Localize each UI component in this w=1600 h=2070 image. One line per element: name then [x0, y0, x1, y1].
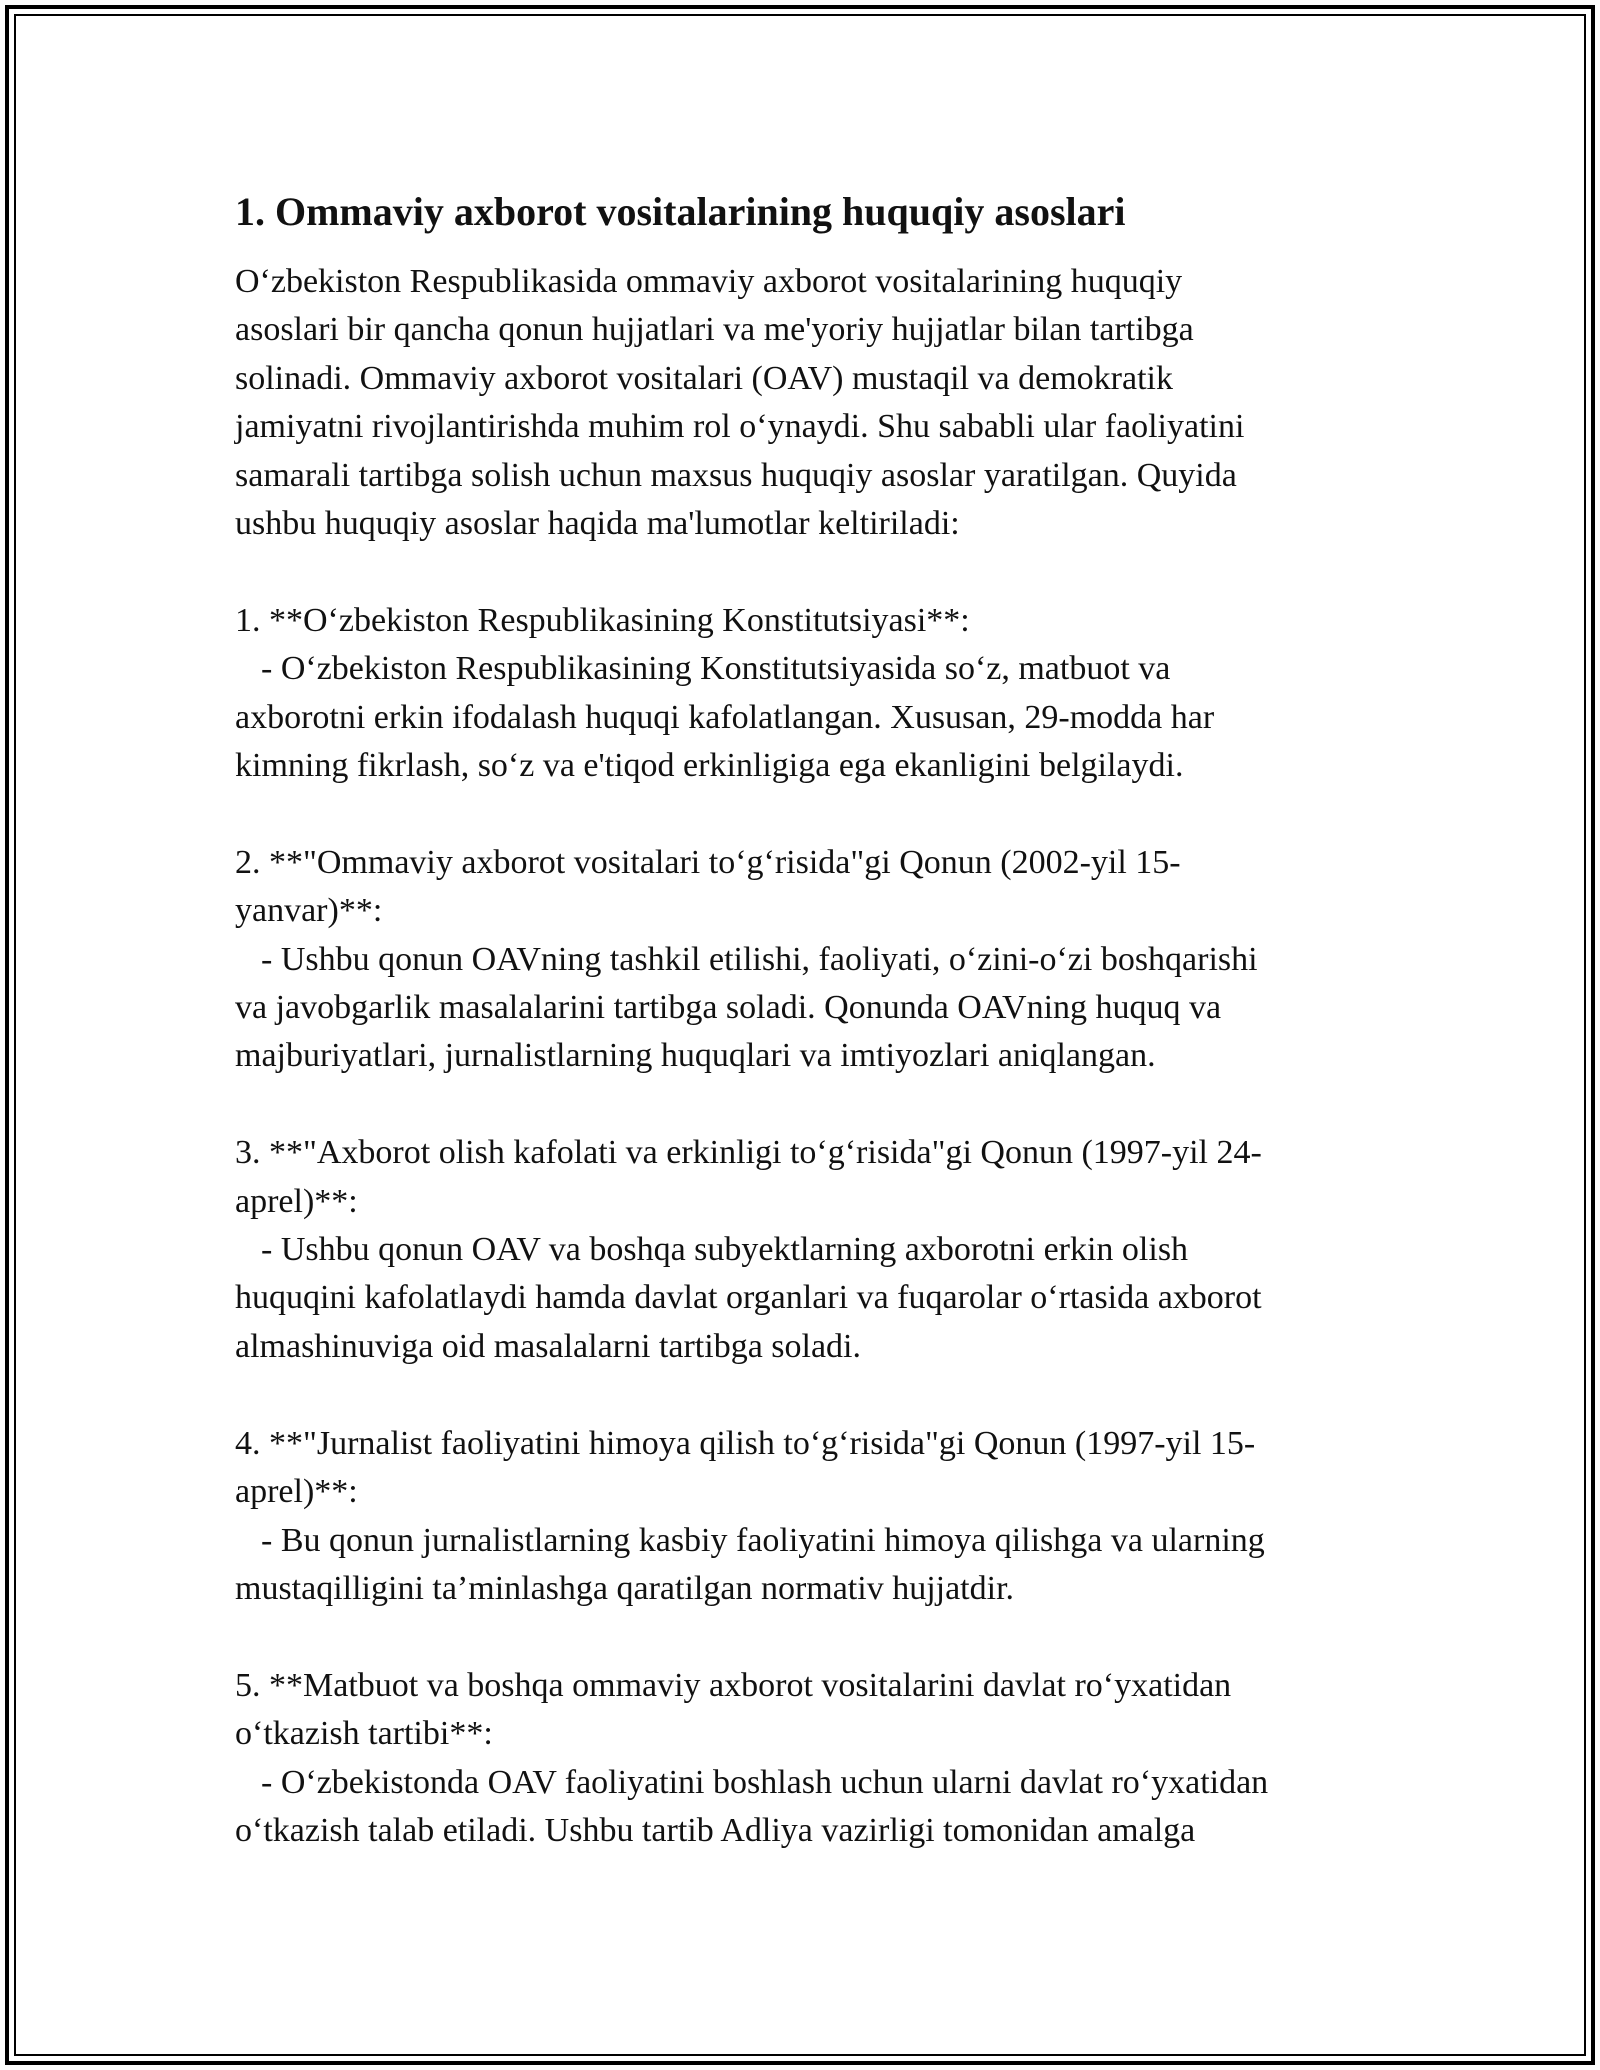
intro-line: samarali tartibga solish uchun maxsus huquqiy asoslar yaratilgan. Quyida [235, 456, 1237, 494]
section-heading: 1. Ommaviy axborot vositalarining huquqiy asoslari [235, 189, 1126, 234]
list-item-constitution [235, 597, 1375, 791]
intro-line: jamiyatni rivojlantirishda muhim rol o‘ynaydi. Shu sababli ular faoliyatini [235, 408, 1245, 446]
intro-line: ushbu huquqiy asoslar haqida ma'lumotlar keltiriladi: [235, 505, 960, 543]
list-item-title: 5. **Matbuot va boshqa ommaviy axborot vositalarini davlat ro‘yxatidan [235, 1666, 1232, 1704]
list-item-title: yanvar)**: [235, 892, 383, 930]
intro-paragraph [235, 258, 1375, 548]
list-item-title: 4. **"Jurnalist faoliyatini himoya qilish to‘g‘risida"gi Qonun (1997-yil 15- [235, 1424, 1256, 1462]
list-item-text: axborotni erkin ifodalash huquqi kafolatlangan. Xususan, 29-modda har [235, 698, 1215, 736]
list-item-information-access-law [235, 1129, 1375, 1371]
intro-line: asoslari bir qancha qonun hujjatlari va me'yoriy hujjatlar bilan tartibga [235, 311, 1194, 349]
list-item-mass-media-law [235, 839, 1375, 1081]
list-item-title: aprel)**: [235, 1182, 358, 1220]
list-item-text: o‘tkazish talab etiladi. Ushbu tartib Adliya vazirligi tomonidan amalga [235, 1811, 1196, 1849]
list-item-title: aprel)**: [235, 1473, 358, 1511]
list-item-text: - O‘zbekiston Respublikasining Konstitutsiyasida so‘z, matbuot va [261, 650, 1171, 688]
list-item-journalist-protection-law [235, 1420, 1375, 1614]
list-item-text: almashinuviga oid masalalarni tartibga soladi. [235, 1327, 861, 1365]
intro-line: solinadi. Ommaviy axborot vositalari (OAV) mustaqil va demokratik [235, 359, 1173, 397]
list-item-title: o‘tkazish tartibi**: [235, 1715, 493, 1753]
list-item-text: - Ushbu qonun OAVning tashkil etilishi, faoliyati, o‘zini-o‘zi boshqarishi [261, 940, 1258, 978]
list-item-title: 2. **"Ommaviy axborot vositalari to‘g‘risida"gi Qonun (2002-yil 15- [235, 843, 1181, 881]
list-item-text: kimning fikrlash, so‘z va e'tiqod erkinligiga ega ekanligini belgilaydi. [235, 747, 1184, 785]
intro-line: O‘zbekiston Respublikasida ommaviy axborot vositalarining huquqiy [235, 263, 1183, 300]
document-body [235, 186, 1375, 1855]
list-item-registration-procedure [235, 1662, 1375, 1856]
list-item-text: - O‘zbekistonda OAV faoliyatini boshlash uchun ularni davlat ro‘yxatidan [261, 1763, 1269, 1801]
list-item-title: 3. **"Axborot olish kafolati va erkinligi to‘g‘risida"gi Qonun (1997-yil 24- [235, 1134, 1262, 1172]
list-item-text: majburiyatlari, jurnalistlarning huquqlari va imtiyozlari aniqlangan. [235, 1037, 1156, 1075]
list-item-text: huquqini kafolatlaydi hamda davlat organlari va fuqarolar o‘rtasida axborot [235, 1279, 1262, 1317]
list-item-title: 1. **O‘zbekiston Respublikasining Konstitutsiyasi**: [235, 601, 970, 639]
list-item-text: - Bu qonun jurnalistlarning kasbiy faoliyatini himoya qilishga va ularning [261, 1521, 1265, 1559]
list-item-text: va javobgarlik masalalarini tartibga soladi. Qonunda OAVning huquq va [235, 989, 1222, 1027]
list-item-text: - Ushbu qonun OAV va boshqa subyektlarning axborotni erkin olish [261, 1231, 1189, 1269]
list-item-text: mustaqilligini ta’minlashga qaratilgan normativ hujjatdir. [235, 1569, 1015, 1607]
